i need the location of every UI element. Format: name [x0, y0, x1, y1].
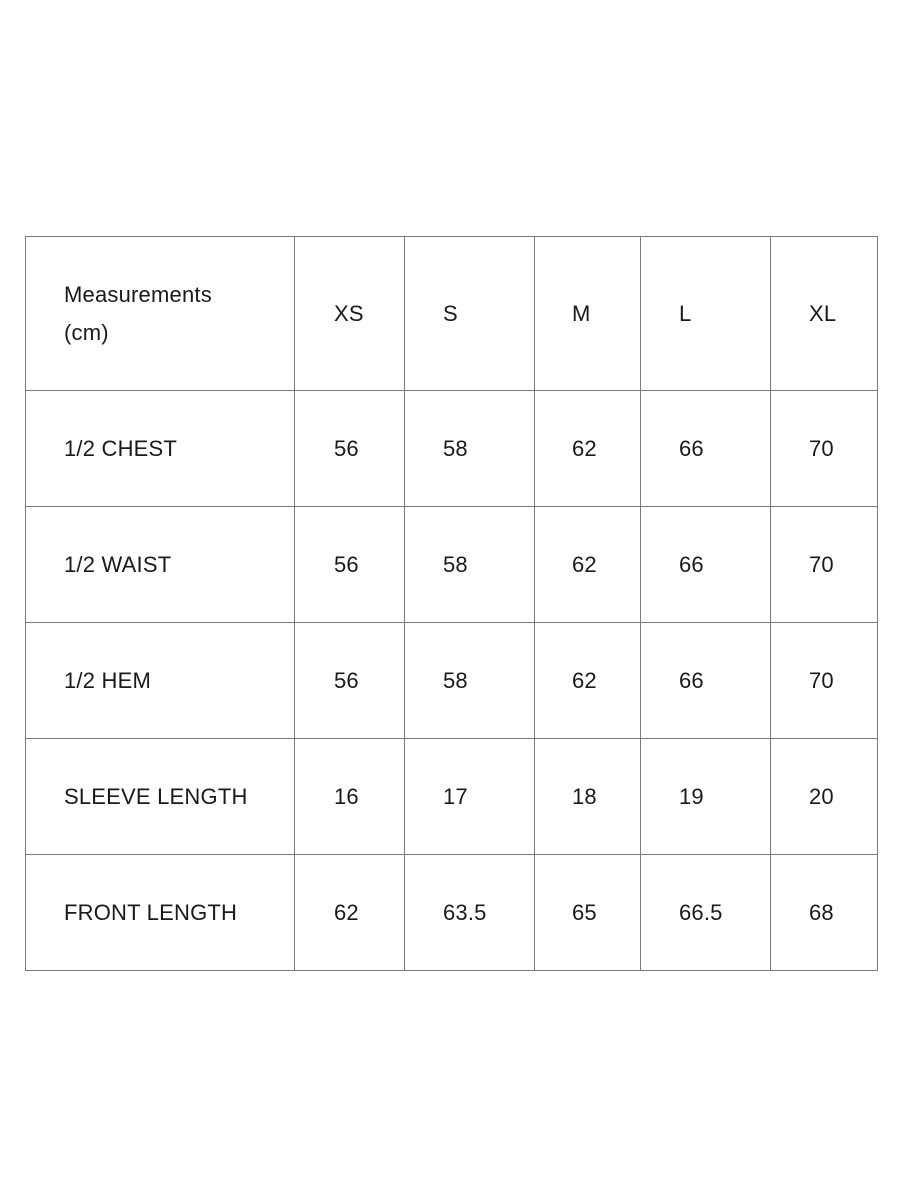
header-size-xs: XS [295, 237, 405, 391]
row-label: 1/2 CHEST [26, 391, 295, 507]
cell-value-l: 66.5 [641, 855, 771, 971]
cell-value-s: 58 [405, 623, 535, 739]
cell-value-l: 19 [641, 739, 771, 855]
header-measurements-label: Measurements [64, 281, 212, 307]
cell-value-m: 62 [535, 391, 641, 507]
cell-value-l: 66 [641, 391, 771, 507]
cell-value-s: 63.5 [405, 855, 535, 971]
header-size-xl: XL [771, 237, 878, 391]
row-label: 1/2 WAIST [26, 507, 295, 623]
cell-value-l: 66 [641, 507, 771, 623]
header-unit-label: (cm) [64, 319, 109, 345]
row-label: 1/2 HEM [26, 623, 295, 739]
table-row [26, 739, 878, 855]
cell-value-xl: 70 [771, 623, 878, 739]
cell-value-s: 17 [405, 739, 535, 855]
cell-value-xs: 62 [295, 855, 405, 971]
cell-value-xs: 56 [295, 391, 405, 507]
header-measurements-cell [26, 237, 295, 391]
cell-value-xs: 56 [295, 507, 405, 623]
header-size-s: S [405, 237, 535, 391]
cell-value-xl: 20 [771, 739, 878, 855]
cell-value-m: 62 [535, 507, 641, 623]
cell-value-l: 66 [641, 623, 771, 739]
size-chart-table [25, 236, 878, 971]
cell-value-xs: 16 [295, 739, 405, 855]
cell-value-m: 62 [535, 623, 641, 739]
cell-value-m: 65 [535, 855, 641, 971]
cell-value-s: 58 [405, 507, 535, 623]
table-row [26, 623, 878, 739]
table-row [26, 391, 878, 507]
cell-value-xs: 56 [295, 623, 405, 739]
row-label: FRONT LENGTH [26, 855, 295, 971]
cell-value-m: 18 [535, 739, 641, 855]
table-row [26, 855, 878, 971]
cell-value-s: 58 [405, 391, 535, 507]
header-size-l: L [641, 237, 771, 391]
table-row [26, 507, 878, 623]
cell-value-xl: 70 [771, 391, 878, 507]
row-label: SLEEVE LENGTH [26, 739, 295, 855]
cell-value-xl: 68 [771, 855, 878, 971]
table-header-row [26, 237, 878, 391]
header-size-m: M [535, 237, 641, 391]
cell-value-xl: 70 [771, 507, 878, 623]
